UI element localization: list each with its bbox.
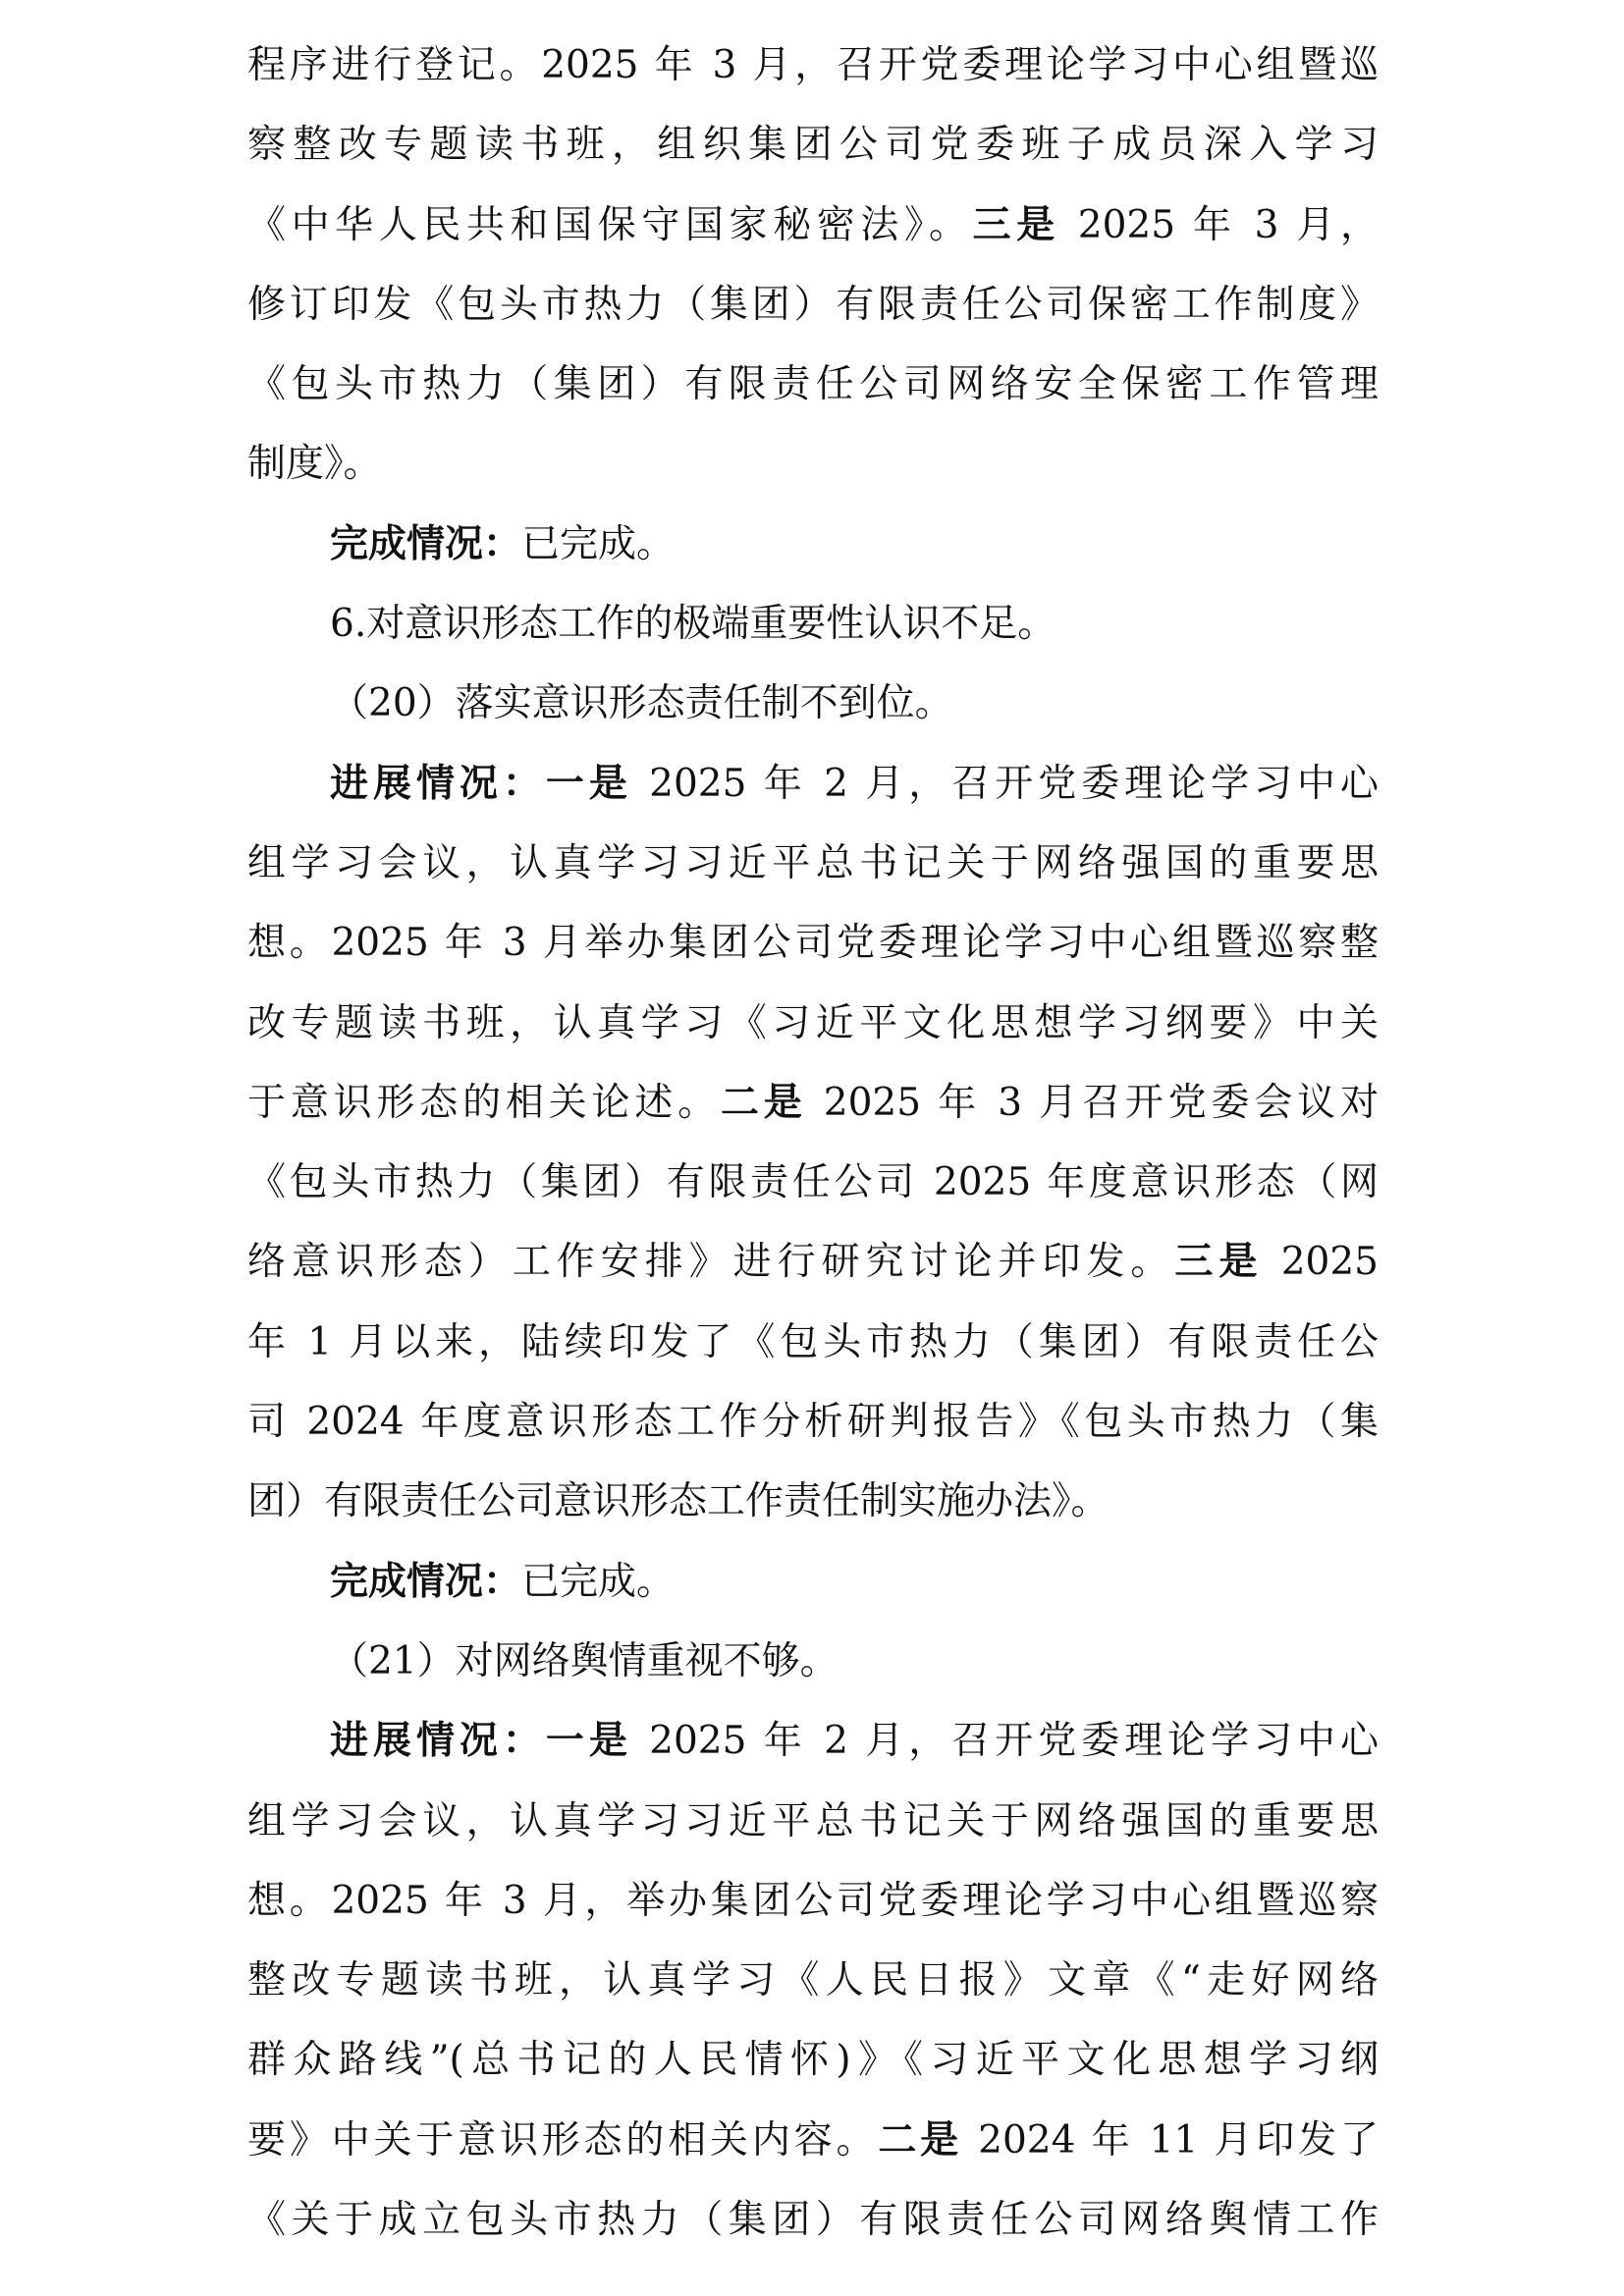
- bold-text: 三是: [972, 202, 1060, 247]
- text-line: [247, 1861, 1379, 1941]
- body-text: 组学习会议，认真学习习近平总书记关于网络强国的重要思: [247, 840, 1379, 885]
- text-line: [247, 2180, 1379, 2260]
- paragraph-p3: [247, 584, 1379, 664]
- text-line: [247, 1382, 1379, 1462]
- body-text: 《中华人民共和国保守国家秘密法》。: [247, 202, 973, 247]
- text-line: [247, 2020, 1379, 2100]
- text-line: [247, 1303, 1379, 1382]
- heading-text: （21）对网络舆情重视不够。: [330, 1638, 839, 1683]
- text-line: [247, 1143, 1379, 1222]
- body-text: 于意识形态的相关论述。: [247, 1080, 721, 1125]
- text-line: [247, 1222, 1379, 1302]
- heading-text: （20）落实意识形态责任制不到位。: [330, 681, 953, 726]
- text-line: [247, 265, 1379, 345]
- text-line: [247, 1063, 1379, 1143]
- text-line: [247, 903, 1379, 983]
- body-text: 要》中关于意识形态的相关内容。: [247, 2117, 879, 2163]
- text-line: [247, 345, 1379, 424]
- text-line: [247, 26, 1379, 105]
- body-text: 2025 年 3 月召开党委会议对: [806, 1080, 1379, 1125]
- text-line: [247, 1542, 1379, 1622]
- body-text: 《包头市热力（集团）有限责任公司 2025 年度意识形态（网: [247, 1160, 1379, 1205]
- text-line: [247, 664, 1379, 743]
- body-text: 想。2025 年 3 月，举办集团公司党委理论学习中心组暨巡察: [247, 1878, 1379, 1923]
- paragraph-p8: [247, 1701, 1379, 2260]
- document-page: [247, 26, 1379, 2260]
- text-line: [247, 824, 1379, 903]
- bold-text: 一是: [545, 1719, 632, 1764]
- body-text: 司 2024 年度意识形态工作分析研判报告》《包头市热力（集: [247, 1400, 1379, 1445]
- bold-text: 三是: [1174, 1240, 1264, 1285]
- paragraph-p6: [247, 1542, 1379, 1622]
- body-text: 年 1 月以来，陆续印发了《包头市热力（集团）有限责任公: [247, 1319, 1379, 1364]
- paragraph-p2: [247, 505, 1379, 584]
- body-text: 2025 年 2 月，召开党委理论学习中心: [631, 761, 1379, 806]
- heading-text: 6.对意识形态工作的极端重要性认识不足。: [330, 602, 1056, 647]
- bold-text: 一是: [545, 761, 632, 806]
- status-label: 完成情况：: [330, 521, 522, 566]
- status-value: 已完成。: [521, 521, 676, 566]
- text-line: [247, 1941, 1379, 2020]
- body-text: 群众路线”(总书记的人民情怀)》《习近平文化思想学习纲: [247, 2038, 1379, 2083]
- text-line: [247, 105, 1379, 185]
- body-text: 整改专题读书班，认真学习《人民日报》文章《“走好网络: [247, 1958, 1379, 2003]
- text-line: [247, 744, 1379, 824]
- paragraph-p4: [247, 664, 1379, 743]
- body-text: 团）有限责任公司意识形态工作责任制实施办法》。: [247, 1479, 1110, 1524]
- text-line: [247, 505, 1379, 584]
- body-text: 察整改专题读书班，组织集团公司党委班子成员深入学习: [247, 123, 1379, 168]
- paragraph-p1: [247, 26, 1379, 505]
- body-text: 组学习会议，认真学习习近平总书记关于网络强国的重要思: [247, 1798, 1379, 1843]
- text-line: [247, 1462, 1379, 1541]
- body-text: 《关于成立包头市热力（集团）有限责任公司网络舆情工作: [247, 2198, 1379, 2243]
- bold-text: 进展情况：: [330, 1719, 546, 1764]
- body-text: 2025 年 3 月，: [1059, 202, 1379, 247]
- text-line: [247, 1701, 1379, 1781]
- body-text: 修订印发《包头市热力（集团）有限责任公司保密工作制度》: [247, 282, 1379, 327]
- body-text: 想。2025 年 3 月举办集团公司党委理论学习中心组暨巡察整: [247, 921, 1379, 966]
- bold-text: 进展情况：: [330, 761, 546, 806]
- body-text: 2024 年 11 月印发了: [961, 2117, 1379, 2163]
- body-text: 制度》。: [247, 442, 382, 487]
- text-line: [247, 2101, 1379, 2180]
- text-line: [247, 424, 1379, 504]
- body-text: 程序进行登记。2025 年 3 月，召开党委理论学习中心组暨巡: [247, 43, 1379, 87]
- text-line: [247, 984, 1379, 1063]
- text-line: [247, 584, 1379, 664]
- body-text: 2025: [1263, 1240, 1379, 1285]
- body-text: 改专题读书班，认真学习《习近平文化思想学习纲要》中关: [247, 1000, 1379, 1045]
- body-text: 《包头市热力（集团）有限责任公司网络安全保密工作管理: [247, 362, 1379, 407]
- bold-text: 二是: [720, 1080, 807, 1125]
- bold-text: 二是: [878, 2117, 962, 2163]
- status-label: 完成情况：: [330, 1559, 522, 1604]
- status-value: 已完成。: [521, 1559, 676, 1604]
- text-line: [247, 186, 1379, 265]
- paragraph-p5: [247, 744, 1379, 1542]
- text-line: [247, 1622, 1379, 1701]
- body-text: 络意识形态）工作安排》进行研究讨论并印发。: [247, 1240, 1175, 1285]
- text-line: [247, 1782, 1379, 1861]
- body-text: 2025 年 2 月，召开党委理论学习中心: [631, 1719, 1379, 1764]
- paragraph-p7: [247, 1622, 1379, 1701]
